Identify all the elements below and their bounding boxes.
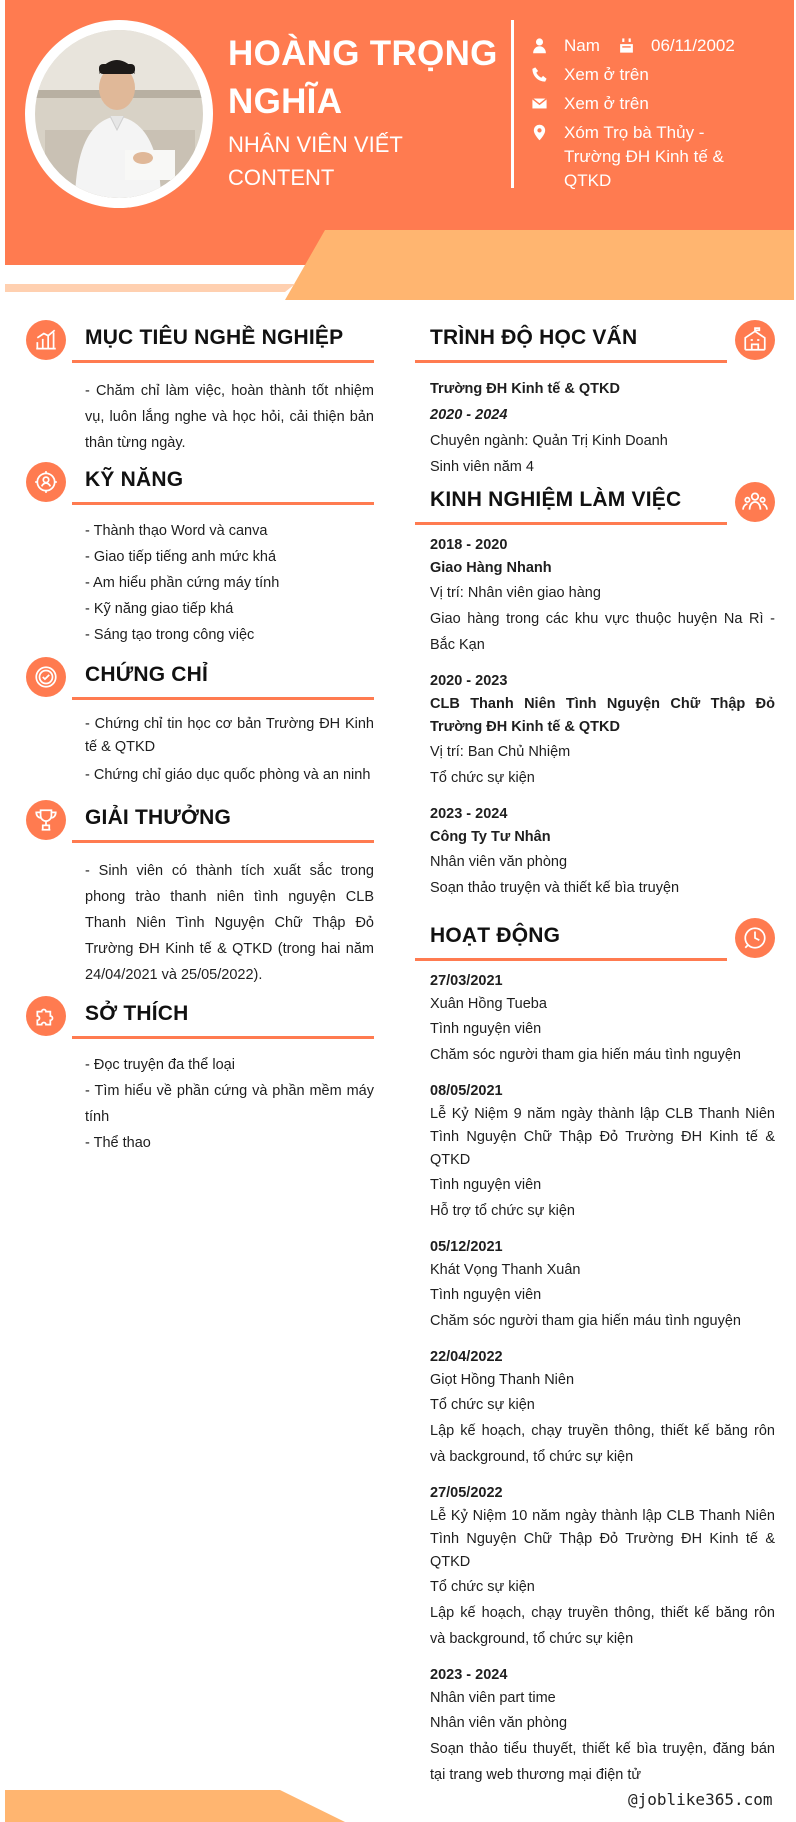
school-building-icon — [735, 320, 775, 360]
activity-role: Tổ chức sự kiện — [430, 1397, 535, 1413]
activity-item — [430, 970, 775, 1068]
objective-text: - Chăm chỉ làm việc, hoàn thành tốt nhiệm vụ, luôn lắng nghe và học hỏi, cải thiện bản thân từng ngày. — [85, 383, 374, 451]
skill-item: - Sáng tạo trong công việc — [85, 627, 255, 643]
envelope-icon — [528, 92, 550, 114]
activity-item — [430, 1664, 775, 1788]
activity-desc: Soạn thảo tiểu thuyết, thiết kế bìa truyện, đăng bán tại trang web thương mại điện tử — [430, 1741, 775, 1783]
activity-date: 22/04/2022 — [430, 1349, 503, 1365]
skill-item: - Giao tiếp tiếng anh mức khá — [85, 549, 277, 565]
certificate-item: - Chứng chỉ giáo dục quốc phòng và an ninh — [85, 767, 371, 783]
watermark: @joblike365.com — [628, 1790, 773, 1809]
section-activities — [415, 918, 775, 1800]
section-underline — [72, 697, 374, 700]
candidate-role: NHÂN VIÊN VIẾT CONTENT — [228, 132, 403, 190]
contact-phone[interactable] — [528, 63, 649, 87]
contact-email[interactable] — [528, 92, 649, 116]
hobbies-title: SỞ THÍCH — [85, 1002, 189, 1025]
header-divider — [511, 20, 514, 188]
experience-period: 2023 - 2024 — [430, 806, 508, 822]
experience-period: 2020 - 2023 — [430, 673, 508, 689]
skills-list — [85, 518, 374, 648]
contact-address — [528, 121, 758, 193]
header-decor-band — [5, 230, 794, 300]
activity-date: 2023 - 2024 — [430, 1667, 508, 1683]
skills-title: KỸ NĂNG — [85, 468, 184, 491]
section-underline — [72, 840, 374, 843]
chart-growth-icon — [26, 320, 66, 360]
experience-list — [430, 534, 775, 901]
activity-desc: Chăm sóc người tham gia hiến máu tình nguyện — [430, 1047, 741, 1063]
experience-period: 2018 - 2020 — [430, 537, 508, 553]
birthday-value: 06/11/2002 — [651, 36, 735, 55]
awards-title: GIẢI THƯỞNG — [85, 806, 232, 829]
education-period: 2020 - 2024 — [430, 407, 508, 423]
activity-role: Tình nguyện viên — [430, 1021, 542, 1037]
activity-item — [430, 1080, 775, 1224]
section-underline — [415, 360, 727, 363]
experience-org: Giao Hàng Nhanh — [430, 560, 552, 576]
activity-desc: Lập kế hoạch, chạy truyền thông, thiết kế băng rôn và background, tổ chức sự kiện — [430, 1605, 775, 1647]
clock-person-icon — [735, 918, 775, 958]
activities-title: HOẠT ĐỘNG — [430, 924, 561, 947]
activity-date: 05/12/2021 — [430, 1239, 503, 1255]
address-value: Xóm Trọ bà Thủy - Trường ĐH Kinh tế & QTKD — [564, 123, 724, 190]
activity-date: 27/05/2022 — [430, 1485, 503, 1501]
person-icon — [528, 34, 550, 56]
activity-event: Lễ Kỷ Niệm 9 năm ngày thành lập CLB Thanh Niên Tình Nguyện Chữ Thập Đỏ Trường ĐH Kinh tế & QTKD — [430, 1106, 775, 1168]
puzzle-icon — [26, 996, 66, 1036]
section-awards — [26, 800, 374, 988]
certificate-badge-icon — [26, 657, 66, 697]
education-entry — [430, 376, 775, 480]
hobby-item: - Tìm hiểu về phần cứng và phần mềm máy tính — [85, 1083, 374, 1125]
skill-item: - Thành thạo Word và canva — [85, 523, 268, 539]
activity-date: 08/05/2021 — [430, 1083, 503, 1099]
certificates-title: CHỨNG CHỈ — [85, 663, 209, 686]
activity-event: Nhân viên part time — [430, 1690, 556, 1706]
activity-item — [430, 1346, 775, 1470]
phone-icon — [528, 63, 550, 85]
experience-org: CLB Thanh Niên Tình Nguyện Chữ Thập Đỏ Trường ĐH Kinh tế & QTKD — [430, 696, 775, 735]
experience-item — [430, 534, 775, 658]
section-underline — [72, 502, 374, 505]
objective-title: MỤC TIÊU NGHỀ NGHIỆP — [85, 326, 344, 349]
experience-position: Vị trí: Ban Chủ Nhiệm — [430, 744, 571, 760]
gear-user-icon — [26, 462, 66, 502]
activity-desc: Hỗ trợ tổ chức sự kiện — [430, 1203, 575, 1219]
team-icon — [735, 482, 775, 522]
activity-event: Xuân Hồng Tueba — [430, 996, 547, 1012]
education-title: TRÌNH ĐỘ HỌC VẤN — [430, 326, 638, 349]
education-year: Sinh viên năm 4 — [430, 459, 534, 475]
activity-role: Tình nguyện viên — [430, 1287, 542, 1303]
experience-desc: Giao hàng trong các khu vực thuộc huyện Na Rì - Bắc Kạn — [430, 611, 775, 653]
section-certificates — [26, 657, 374, 788]
section-underline — [415, 522, 727, 525]
section-experience — [415, 482, 775, 913]
activity-event: Lễ Kỷ Niệm 10 năm ngày thành lập CLB Thanh Niên Tình Nguyện Chữ Thập Đỏ Trường ĐH Kinh tế & QTKD — [430, 1508, 775, 1570]
skill-item: - Am hiểu phần cứng máy tính — [85, 575, 280, 591]
candidate-name: HOÀNG TRỌNG NGHĨA — [228, 34, 498, 121]
section-education — [415, 320, 775, 480]
experience-desc: Tổ chức sự kiện — [430, 770, 535, 786]
section-objective — [26, 320, 374, 456]
activity-role: Tình nguyện viên — [430, 1177, 542, 1193]
avatar — [25, 20, 213, 208]
calendar-icon — [615, 34, 637, 56]
section-skills — [26, 462, 374, 648]
experience-title: KINH NGHIỆM LÀM VIỆC — [430, 488, 682, 511]
contact-gender — [528, 34, 600, 58]
footer-decor — [5, 1790, 345, 1822]
activities-list — [430, 970, 775, 1788]
activity-date: 27/03/2021 — [430, 973, 503, 989]
trophy-icon — [26, 800, 66, 840]
awards-text: - Sinh viên có thành tích xuất sắc trong phong trào thanh niên tình nguyện CLB Thanh Niên Tình Nguyện Chữ Thập Đỏ Trường ĐH Kinh tế & QTKD (trong hai năm 24/04/2021 và 25/05/2022). — [85, 863, 374, 983]
section-underline — [72, 1036, 374, 1039]
skill-item: - Kỹ năng giao tiếp khá — [85, 601, 234, 617]
section-underline — [72, 360, 374, 363]
experience-item — [430, 803, 775, 901]
location-pin-icon — [528, 121, 550, 143]
certificate-item: - Chứng chỉ tin học cơ bản Trường ĐH Kinh tế & QTKD — [85, 716, 374, 755]
activity-event: Khát Vọng Thanh Xuân — [430, 1262, 581, 1278]
activity-role: Tổ chức sự kiện — [430, 1579, 535, 1595]
activity-item — [430, 1482, 775, 1652]
section-underline — [415, 958, 727, 961]
activity-desc: Lập kế hoạch, chạy truyền thông, thiết kế băng rôn và background, tổ chức sự kiện — [430, 1423, 775, 1465]
experience-position: Vị trí: Nhân viên giao hàng — [430, 585, 601, 601]
hobby-item: - Thể thao — [85, 1135, 151, 1151]
gender-value: Nam — [564, 36, 600, 55]
activity-desc: Chăm sóc người tham gia hiến máu tình nguyện — [430, 1313, 741, 1329]
activity-item — [430, 1236, 775, 1334]
experience-desc: Soạn thảo truyện và thiết kế bìa truyện — [430, 880, 680, 896]
education-major: Chuyên ngành: Quản Trị Kinh Doanh — [430, 433, 668, 449]
email-value: Xem ở trên — [564, 94, 649, 113]
activity-role: Nhân viên văn phòng — [430, 1715, 568, 1731]
certificates-list — [85, 713, 374, 788]
profile-photo — [35, 30, 203, 198]
hobbies-list — [85, 1052, 374, 1156]
section-hobbies — [26, 996, 374, 1156]
activity-event: Giọt Hồng Thanh Niên — [430, 1372, 575, 1388]
contact-birthday — [615, 34, 735, 58]
school-name: Trường ĐH Kinh tế & QTKD — [430, 381, 620, 397]
experience-org: Công Ty Tư Nhân — [430, 829, 551, 845]
experience-item — [430, 670, 775, 791]
phone-value: Xem ở trên — [564, 65, 649, 84]
hobby-item: - Đọc truyện đa thể loại — [85, 1057, 235, 1073]
experience-position: Nhân viên văn phòng — [430, 854, 568, 870]
